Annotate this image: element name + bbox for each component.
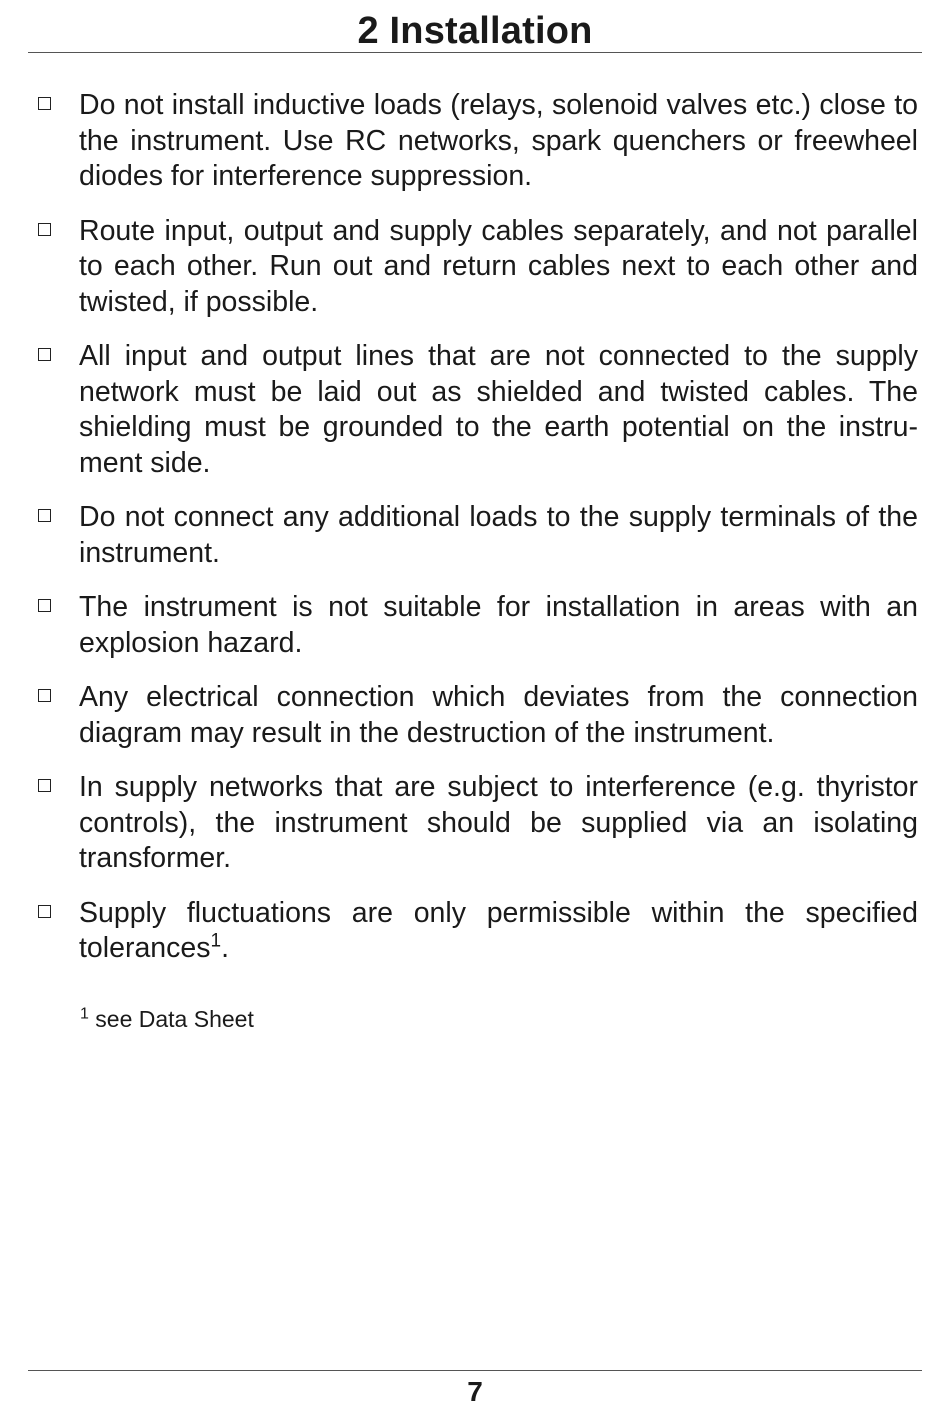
- page-title: 2 Installation: [357, 10, 593, 52]
- list-item-text: Do not install inductive loads (relays, solenoid valves etc.) close to the instrument. Use RC networks, spark quenchers or freewheel diodes for interference suppression.: [79, 89, 918, 192]
- trailing-punctuation: .: [221, 932, 229, 964]
- footer-divider: [28, 1370, 922, 1371]
- list-item-text: In supply networks that are subject to interference (e.g. thyristor controls), the instrument should be supplied via an isolating transformer.: [79, 771, 918, 874]
- instruction-list: [38, 88, 918, 986]
- footnote-text: see Data Sheet: [95, 1006, 254, 1032]
- list-item: [38, 214, 918, 321]
- square-bullet-icon: [38, 689, 51, 702]
- square-bullet-icon: [38, 223, 51, 236]
- header-divider: [28, 52, 922, 53]
- square-bullet-icon: [38, 905, 51, 918]
- list-item: [38, 88, 918, 195]
- list-item: [38, 896, 918, 967]
- page-number: 7: [467, 1376, 483, 1407]
- footnote-reference: 1: [210, 930, 222, 952]
- list-item: [38, 339, 918, 481]
- list-item-text: Any electrical connection which deviates from the connection diagram may result in the destruction of the instrument.: [79, 681, 918, 749]
- list-item: [38, 680, 918, 751]
- square-bullet-icon: [38, 97, 51, 110]
- footnote: [80, 1004, 254, 1034]
- square-bullet-icon: [38, 509, 51, 522]
- list-item: [38, 770, 918, 877]
- list-item-text: Supply fluctuations are only permissible within the specified tolerances: [79, 896, 918, 964]
- list-item-text: Route input, output and supply cables separately, and not parallel to each other. Run out and return cables next to each other and twisted, if possible.: [79, 214, 918, 318]
- footnote-marker: 1: [80, 1005, 89, 1023]
- list-item-text: Do not connect any additional loads to the supply terminals of the instrument.: [79, 501, 918, 569]
- list-item: [38, 590, 918, 661]
- square-bullet-icon: [38, 348, 51, 361]
- square-bullet-icon: [38, 779, 51, 792]
- square-bullet-icon: [38, 599, 51, 612]
- list-item-text-with-footnote: [79, 896, 918, 967]
- list-item: [38, 500, 918, 571]
- list-item-text: The instrument is not suitable for installation in areas with an explosion hazard.: [79, 591, 918, 659]
- list-item-text: All input and output lines that are not connected to the supply network must be laid out as shielded and twisted cables. The shielding must be grounded to the earth potential on the instrument side.: [79, 340, 918, 479]
